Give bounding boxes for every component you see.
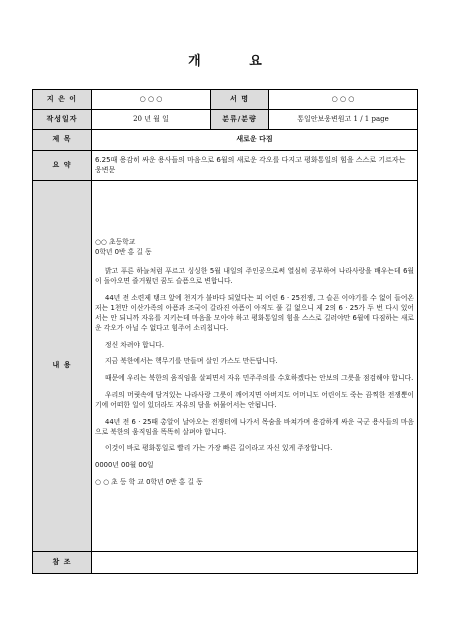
- speaker-info: [95, 237, 414, 257]
- reference-value: [92, 552, 418, 574]
- document-title: 개 요: [188, 54, 284, 69]
- author-value: ○ ○ ○: [92, 90, 211, 110]
- overview-form: [32, 89, 418, 574]
- speech-date: 0000년 00월 00일: [95, 461, 154, 470]
- paragraph: 때문에 우리는 북한의 움직임을 살피면서 자유 민주주의를 수호하겠다는 안보의 그릇을 점검해야 합니다.: [105, 374, 414, 383]
- paragraph: 44년 전 소련제 탱크 앞에 천지가 불바다 되었다는 피 어린 6 · 25전쟁, 그 슬픈 이야기를 수 없이 들어온 저는 1천만 이산가족의 아픔과 조국이 갈라진 아픔이 아직도 풀 길 없으니 제 2의 6 · 25가 두 번 다시 있어서는 안 되니까 자유를 지키는데 마음을 모아야 하고 평화통일의 힘을 스스로 길러야만 6월에 다짐하는 새로운 각오가 아닐 수 없다고 힘주어 소리칩니다.: [95, 294, 414, 332]
- paragraph: 지금 북한에서는 핵무기를 만들며 살인 가스도 만든답니다.: [105, 357, 278, 366]
- closing-signature: ○ ○ 초 등 학 교 0학년 0반 홍 길 동: [95, 478, 203, 487]
- summary-value: 6.25때 용감히 싸운 용사들의 마음으로 6월의 새로운 각오를 다지고 평화통일의 힘을 스스로 기르자는 웅변문: [92, 151, 418, 181]
- topic-label: 제 목: [33, 130, 92, 151]
- summary-label: 요 약: [33, 151, 92, 181]
- paragraph: 밝고 푸른 하늘처럼 푸르고 싱싱한 5월 내일의 주인공으로써 열심히 공부하여 나라사랑을 배우는데 6월이 돌아오면 즐거웠던 꿈도 슬픔으로 변합니다.: [95, 267, 414, 286]
- reference-label: 참 조: [33, 552, 92, 574]
- signature-label: 서 명: [211, 90, 269, 110]
- category-value: 통일안보웅변원고 1 / 1 page: [269, 110, 418, 130]
- school-name: ○○ 초등학교: [95, 238, 136, 247]
- author-label: 지 은 이: [33, 90, 92, 110]
- student-name: 0학년 0반 홍 길 동: [95, 248, 152, 257]
- paragraph: 우리의 머릿속에 담겨있는 나라사랑 그릇이 깨어지면 아버지도 어머니도 어린이도 죽는 끔찍한 전쟁뿐이기에 어떠한 일이 있더라도 자유의 담을 허물어서는 안됩니다.: [95, 391, 414, 409]
- date-value: 20 년 월 일: [92, 110, 211, 130]
- signature-value: ○ ○ ○: [269, 90, 418, 110]
- content-body: [92, 181, 418, 552]
- content-label: 내 용: [33, 181, 92, 552]
- date-label: 작성일자: [33, 110, 92, 130]
- paragraph: 정신 차려야 합니다.: [105, 340, 165, 349]
- paragraph: 이것이 바로 평화통일로 빨리 가는 가장 빠른 길이라고 자신 있게 주장합니다.: [105, 444, 333, 453]
- paragraph: 44년 전 6 · 25때 총알이 날아오는 전쟁터에 나가서 목숨을 바쳐가며 용감하게 싸운 국군 용사들의 마음으로 북한의 움직임을 똑똑히 살펴야 합니다.: [95, 417, 414, 436]
- category-label: 분류/분량: [211, 110, 269, 130]
- topic-value: 새로운 다짐: [92, 130, 418, 151]
